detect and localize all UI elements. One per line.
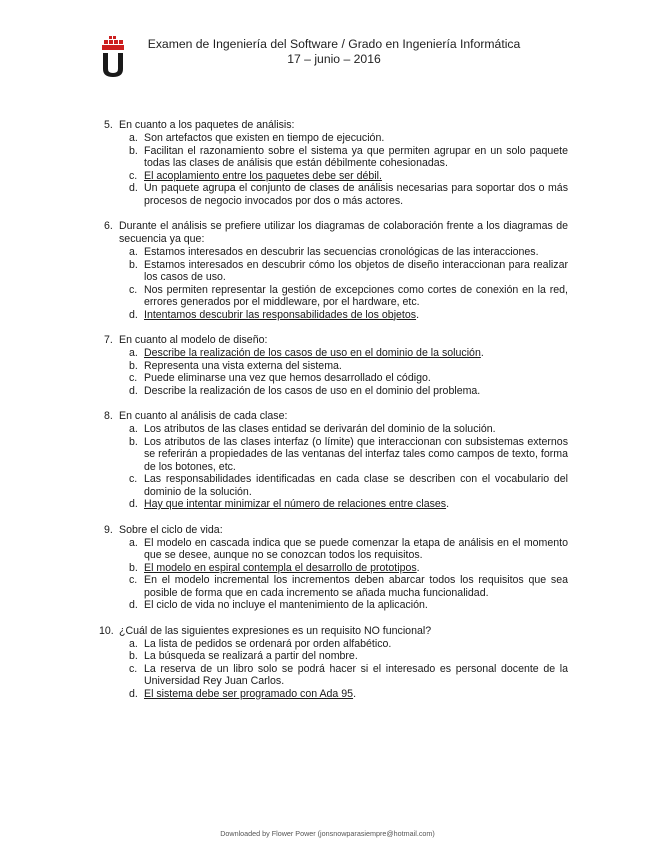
correct-answer-text: Intentamos descubrir las responsabilidades de los objetos [144, 308, 417, 321]
option-list [129, 638, 568, 701]
question-item [99, 624, 568, 701]
option-letter: a. [129, 637, 138, 650]
correct-answer-text: El modelo en espiral contempla el desarrollo de prototipos [144, 561, 417, 574]
question-text: Sobre el ciclo de vida: [119, 523, 223, 536]
option-item [129, 170, 568, 183]
option-item [129, 372, 568, 385]
option-letter: d. [129, 599, 138, 611]
option-item [129, 385, 568, 398]
option-letter: c. [129, 283, 138, 296]
option-list [129, 347, 568, 397]
question-text: En cuanto al análisis de cada clase: [119, 410, 288, 422]
option-item [129, 663, 568, 688]
question-text: En cuanto a los paquetes de análisis: [119, 119, 295, 131]
option-text: Las responsabilidades identificadas en cada clase se describen con el vocabulario del dominio de la solución. [144, 473, 568, 498]
option-text: En el modelo incremental los incrementos deben abarcar todos los requisitos que sea posible de forma que en cada incremento se añada mucha funcionalidad. [144, 574, 568, 599]
option-letter: a. [129, 132, 138, 144]
option-suffix: . [416, 308, 420, 321]
option-letter: c. [129, 473, 138, 485]
option-item [129, 650, 568, 663]
option-list [129, 132, 568, 207]
question-item [104, 334, 568, 397]
option-text: El modelo en cascada indica que se puede comenzar la etapa de análisis en el momento que se desee, aunque no se conozcan todos los requisitos. [144, 536, 568, 561]
option-item [129, 574, 568, 599]
question-item [104, 410, 568, 511]
option-text: Son artefactos que existen en tiempo de ejecución. [144, 132, 385, 144]
option-letter: b. [129, 359, 138, 372]
option-text: Estamos interesados en descubrir cómo los objetos de diseño interaccionan para realizar los casos de uso. [144, 258, 568, 283]
option-letter: c. [129, 574, 138, 586]
question-item [104, 524, 568, 612]
option-text: Estamos interesados en descubrir las secuencias cronológicas de las interacciones. [144, 246, 539, 258]
question-text: Durante el análisis se prefiere utilizar los diagramas de colaboración frente a los diagramas de secuencia ya que: [119, 220, 568, 245]
correct-answer-text: El sistema debe ser programado con Ada 95 [144, 687, 354, 700]
option-item [129, 259, 568, 284]
option-suffix: . [480, 347, 484, 359]
question-number: 5. [104, 119, 113, 131]
option-list [129, 537, 568, 612]
option-letter: a. [129, 536, 138, 549]
download-footer: Downloaded by Flower Power (jonsnowparasiempre@hotmail.com) [220, 829, 435, 838]
option-letter: b. [129, 258, 138, 271]
option-text: Los atributos de las clases interfaz (o límite) que interaccionan con subsistemas externos se referirán a propiedades de las ventanas del interfaz tales como campos de texto, forma de los botones, etc. [144, 435, 568, 473]
option-item [129, 562, 568, 575]
option-item [129, 423, 568, 436]
question-number: 9. [104, 523, 113, 536]
option-list [129, 423, 568, 511]
option-item [129, 347, 568, 360]
option-item [129, 638, 568, 651]
correct-answer-text: Describe la realización de los casos de uso en el dominio de la solución [144, 347, 481, 359]
option-text: Facilitan el razonamiento sobre el sistema ya que permiten agrupar en un solo paquete todas las clases de análisis que están débilmente cohesionadas. [144, 144, 568, 169]
question-text: ¿Cuál de las siguientes expresiones es un requisito NO funcional? [119, 624, 432, 637]
option-suffix: . [353, 687, 357, 700]
option-letter: b. [129, 144, 138, 157]
correct-answer-text: El acoplamiento entre los paquetes debe ser débil. [144, 169, 382, 182]
option-item [129, 284, 568, 309]
option-suffix: . [416, 561, 420, 574]
exam-date: 17 – junio – 2016 [287, 52, 381, 66]
option-item [129, 473, 568, 498]
question-number: 10. [99, 624, 114, 637]
option-item [129, 145, 568, 170]
question-number: 8. [104, 410, 113, 422]
option-text: Los atributos de las clases entidad se derivarán del dominio de la solución. [144, 423, 496, 435]
question-text: En cuanto al modelo de diseño: [119, 334, 268, 346]
option-list [129, 246, 568, 321]
option-item [129, 498, 568, 511]
option-text: La lista de pedidos se ordenará por orden alfabético. [144, 637, 392, 650]
option-text: Puede eliminarse una vez que hemos desarrollado el código. [144, 372, 431, 384]
correct-answer-text: Hay que intentar minimizar el número de relaciones entre clases [144, 498, 447, 510]
option-item [129, 436, 568, 474]
option-letter: d. [129, 687, 138, 700]
option-letter: c. [129, 662, 138, 675]
option-text: La búsqueda se realizará a partir del nombre. [144, 650, 358, 662]
option-letter: b. [129, 435, 138, 448]
option-letter: a. [129, 423, 138, 435]
option-item [129, 688, 568, 701]
option-text: La reserva de un libro solo se podrá hacer si el interesado es personal docente de la Universidad Rey Juan Carlos. [144, 662, 568, 687]
question-item [104, 220, 568, 321]
option-text: Representa una vista externa del sistema. [144, 359, 342, 372]
option-letter: d. [129, 308, 138, 321]
option-item [129, 132, 568, 145]
option-letter: c. [129, 372, 138, 384]
option-letter: b. [129, 650, 138, 662]
option-item [129, 537, 568, 562]
option-letter: d. [129, 384, 138, 397]
option-letter: a. [129, 246, 138, 258]
option-item [129, 599, 568, 612]
option-item [129, 182, 568, 207]
exam-title: Examen de Ingeniería del Software / Grado en Ingeniería Informática [147, 37, 521, 51]
option-letter: d. [129, 498, 138, 510]
option-item [129, 309, 568, 322]
option-item [129, 246, 568, 259]
option-item [129, 360, 568, 373]
option-text: El ciclo de vida no incluye el mantenimiento de la aplicación. [144, 599, 428, 611]
option-letter: d. [129, 182, 138, 194]
urjc-logo-icon [101, 36, 127, 78]
option-text: Describe la realización de los casos de uso en el dominio del problema. [144, 384, 481, 397]
question-number: 6. [104, 220, 113, 232]
option-letter: b. [129, 561, 138, 574]
question-item [104, 119, 568, 207]
question-number: 7. [104, 334, 113, 346]
option-letter: c. [129, 169, 138, 182]
option-suffix: . [446, 498, 450, 510]
option-text: Un paquete agrupa el conjunto de clases de análisis necesarias para soportar dos o más procesos de negocio invocados por dos o más actores. [144, 182, 568, 207]
option-letter: a. [129, 347, 138, 359]
option-text: Nos permiten representar la gestión de excepciones como cortes de conexión en la red, errores generados por el middleware, por el hardware, etc. [144, 283, 568, 308]
question-list [99, 119, 568, 713]
